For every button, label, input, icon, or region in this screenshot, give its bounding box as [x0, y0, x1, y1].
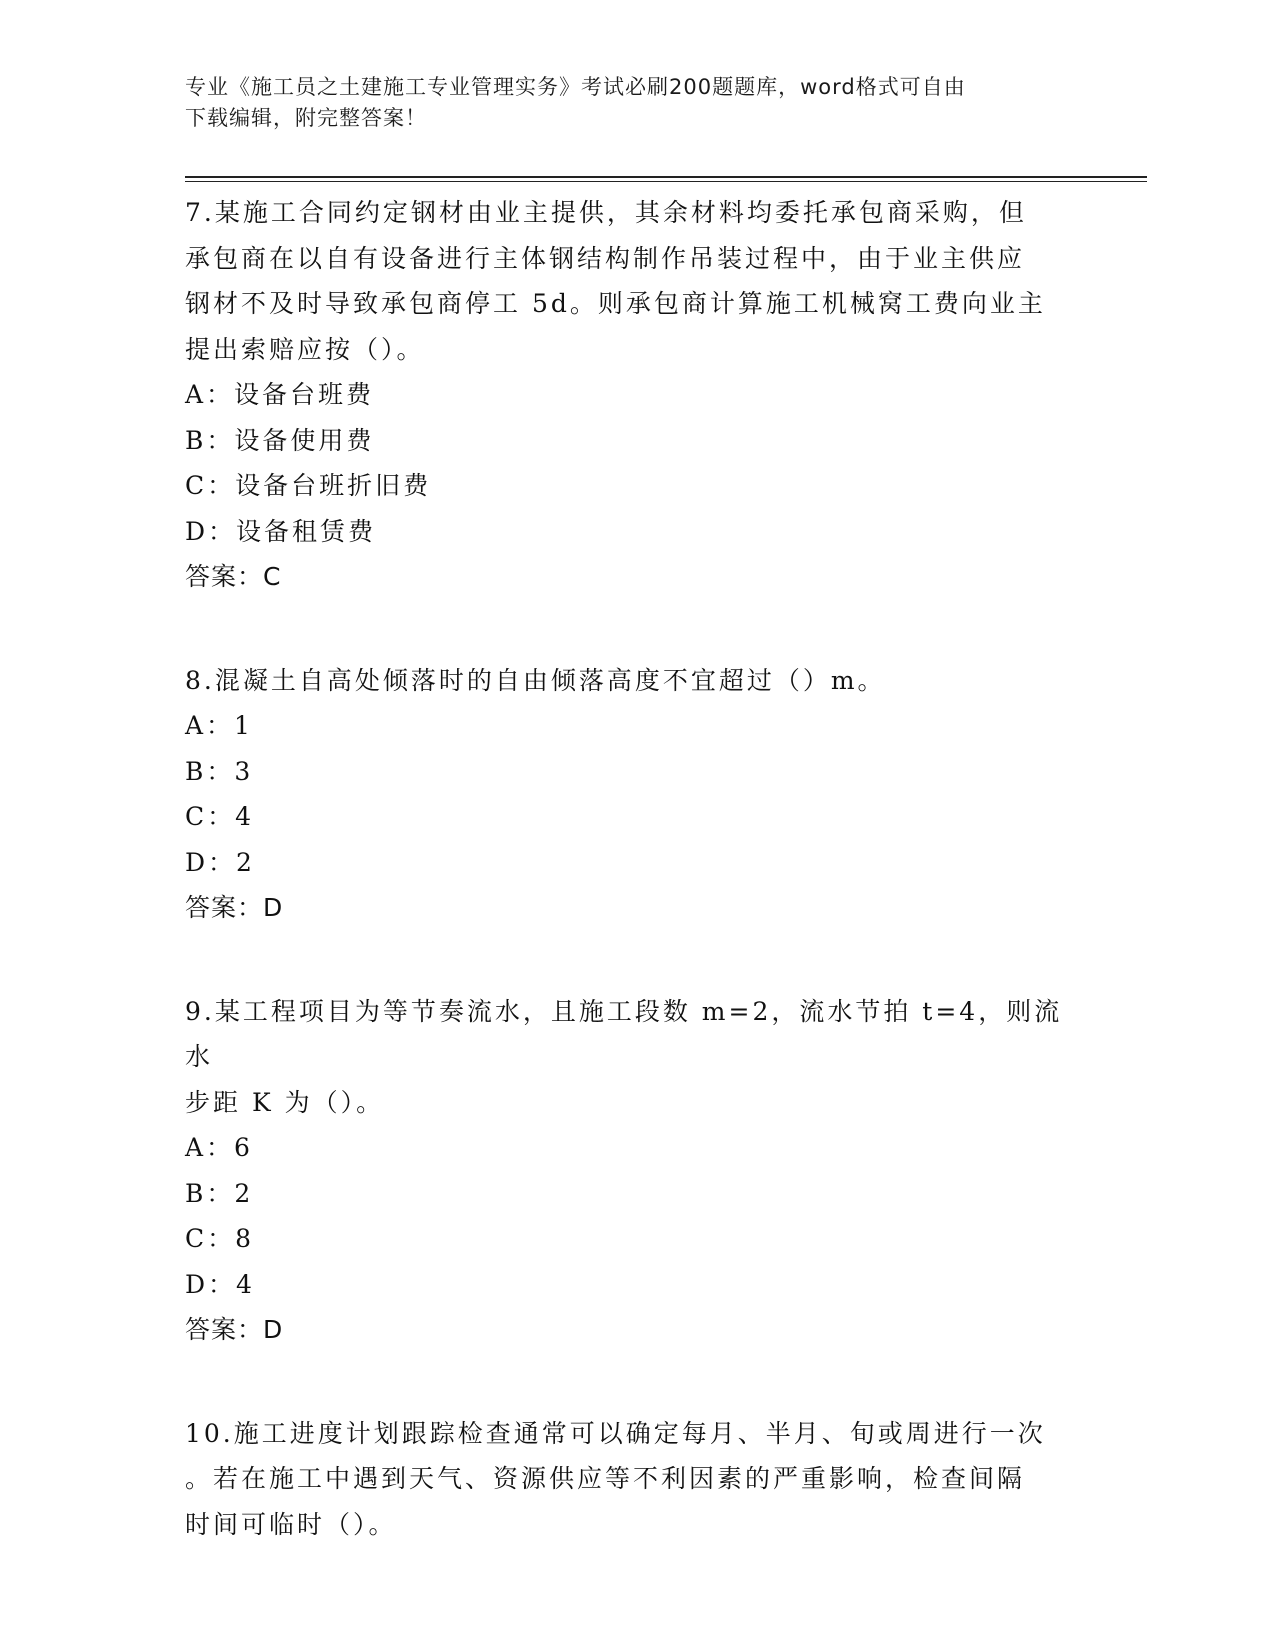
- option-c: C：4: [185, 802, 255, 831]
- option-b: B：2: [185, 1178, 254, 1208]
- header-line-2: 下载编辑，附完整答案！: [185, 106, 427, 130]
- option-a: A：设备台班费: [185, 380, 375, 409]
- option-a: A：1: [185, 711, 253, 740]
- question-text-line: 8.混凝土自高处倾落时的自由倾落高度不宜超过（）m。: [185, 665, 886, 695]
- question-10: [185, 1411, 1075, 1548]
- document-header: [185, 72, 1065, 134]
- question-8: [185, 658, 1075, 931]
- header-rule-thick: [185, 176, 1147, 178]
- question-text-line: 。若在施工中遇到天气、资源供应等不利因素的严重影响，检查间隔: [185, 1464, 1026, 1493]
- option-c: C：8: [185, 1224, 255, 1253]
- question-text-line: 承包商在以自有设备进行主体钢结构制作吊装过程中，由于业主供应: [185, 243, 1026, 273]
- question-7: [185, 190, 1075, 600]
- header-rule-thin: [185, 181, 1147, 182]
- question-text-line: 提出索赔应按（）。: [185, 334, 425, 364]
- question-text-line: 时间可临时（）。: [185, 1509, 397, 1539]
- answer: 答案：C: [185, 562, 282, 591]
- answer: 答案：D: [185, 893, 284, 922]
- question-text-line: 7.某施工合同约定钢材由业主提供，其余材料均委托承包商采购，但: [185, 198, 1027, 227]
- option-d: D：4: [185, 1269, 255, 1299]
- question-text-line: 10.施工进度计划跟踪检查通常可以确定每月、半月、旬或周进行一次: [185, 1418, 1046, 1448]
- option-b: B：设备使用费: [185, 425, 375, 455]
- question-text-line: 钢材不及时导致承包商停工 5d。则承包商计算施工机械窝工费向业主: [185, 289, 1046, 318]
- question-text-line: 9.某工程项目为等节奏流水，且施工段数 m=2，流水节拍 t=4，则流水: [185, 996, 1063, 1071]
- question-list: [185, 190, 1075, 1605]
- option-b: B：3: [185, 756, 254, 786]
- option-c: C：设备台班折旧费: [185, 471, 432, 500]
- answer: 答案：D: [185, 1315, 284, 1344]
- question-text-line: 步距 K 为（）。: [185, 1087, 385, 1117]
- option-a: A：6: [185, 1133, 253, 1162]
- option-d: D：设备租赁费: [185, 516, 377, 546]
- question-9: [185, 989, 1075, 1353]
- option-d: D：2: [185, 847, 255, 877]
- header-line-1: 专业《施工员之土建施工专业管理实务》考试必刷200题题库，word格式可自由: [185, 75, 966, 99]
